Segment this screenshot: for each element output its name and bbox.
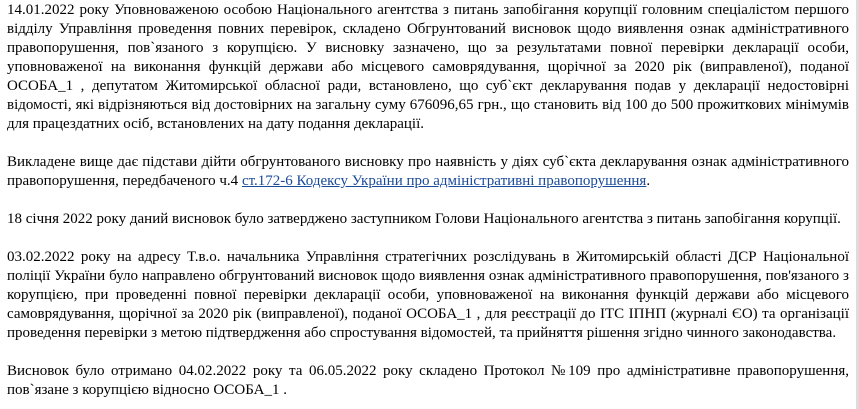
paragraph-grounds [7, 153, 849, 191]
paragraph-referral: 03.02.2022 року на адресу Т.в.о. начальника Управління стратегічних розслідувань в Житомирській області ДСР Національної поліції України було направлено обгрунтований висновок щодо виявлення ознак адміністративного правопорушення, пов'язаного з корупцією, при проведенні повної перевірки декларації особи, уповноваженої на виконання функцій держави або місцевого самоврядування, щорічної за 2020 рік (виправленої), поданої ОСОБА_1 , для реєстрації до ІТС ІПНП (журналі ЄО) та організації проведення перевірки з метою підтвердження або спростування відомостей, та прийняття рішення згідно чинного законодавства. [7, 249, 849, 341]
paragraph-grounds-text: Викладене вище дає підстави дійти обгрунтованого висновку про наявність у діях суб`єкта декларування ознак адміністративного правопорушення, передбаченого ч.4 [7, 154, 849, 189]
code-article-link[interactable]: ст.172-6 Кодексу України про адміністративні правопорушення [241, 173, 647, 189]
paragraph-protocol: Висновок було отримано 04.02.2022 року та 06.05.2022 року складено Протокол №109 про адміністративне правопорушення, пов`язане з корупцією відносно ОСОБА_1 . [7, 363, 849, 398]
paragraph-approval: 18 січня 2022 року даний висновок було затверджено заступником Голови Національного агентства з питань запобігання корупції. [7, 211, 841, 227]
paragraph-conclusion-drafted: 14.01.2022 року Уповноваженою особою Національного агентства з питань запобігання корупції головним спеціалістом першого відділу Управління проведення повних перевірок, складено Обгрунтований висновок щодо виявлення ознак адміністративного правопорушення, пов`язаного з корупцією. У висновку зазначено, що за результатами повної перевірки декларації особи, уповноваженої на виконання функцій держави або місцевого самоврядування, щорічної за 2020 рік (виправленої), поданої ОСОБА_1 , депутатом Житомирської обласної ради, встановлено, що суб`єкт декларування подав у декларації недостовірні відомості, які відрізняються від достовірних на загальну суму 676096,65 грн., що становить від 100 до 500 прожиткових мінімумів для працездатних осіб, встановлених на дату подання декларації. [7, 2, 849, 132]
paragraph-grounds-end: . [646, 173, 651, 189]
